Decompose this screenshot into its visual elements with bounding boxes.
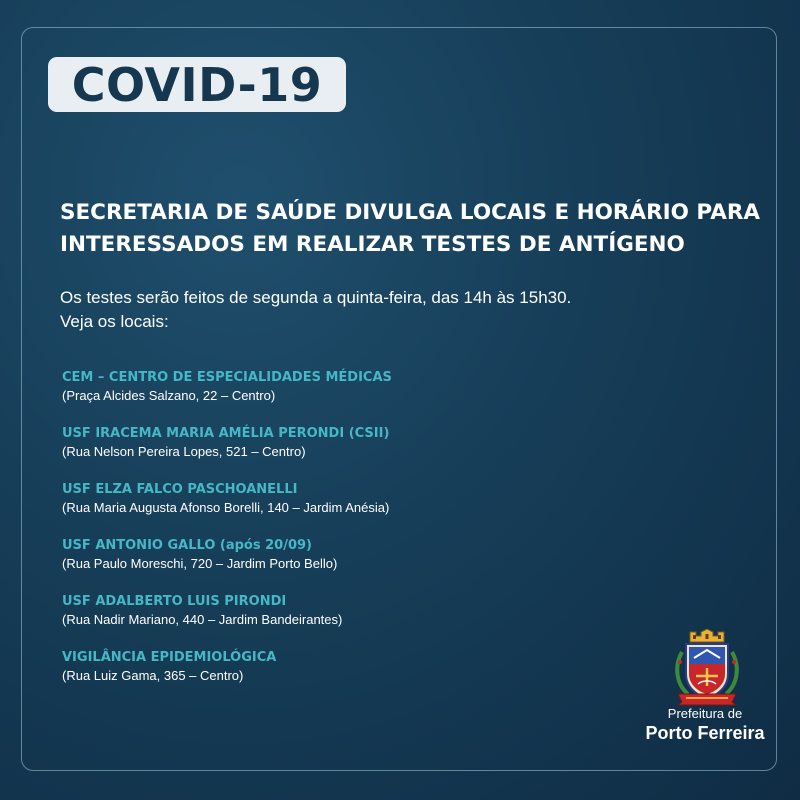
locations-list — [62, 369, 622, 705]
city-coat-of-arms-icon — [672, 628, 742, 706]
headline-line-1: SECRETARIA DE SAÚDE DIVULGA LOCAIS E HORÁRIO PARA — [60, 200, 761, 225]
org-line-1: Prefeitura de — [667, 706, 743, 721]
location-name: USF IRACEMA MARIA AMÉLIA PERONDI (CSII) — [62, 426, 390, 441]
location-item — [62, 649, 622, 705]
location-item — [62, 537, 622, 593]
location-name: USF ELZA FALCO PASCHOANELLI — [62, 482, 298, 497]
location-address: (Rua Nadir Mariano, 440 – Jardim Bandeirantes) — [62, 612, 343, 627]
location-address: (Rua Luiz Gama, 365 – Centro) — [62, 668, 244, 683]
location-item — [62, 593, 622, 649]
location-item — [62, 369, 622, 425]
intro-line-2: Veja os locais: — [60, 312, 169, 331]
location-name: USF ANTONIO GALLO (após 20/09) — [62, 538, 312, 553]
intro-text — [60, 286, 760, 334]
intro-line-1: Os testes serão feitos de segunda a quinta-feira, das 14h às 15h30. — [60, 288, 572, 307]
covid-badge — [48, 57, 346, 112]
location-item — [62, 425, 622, 481]
location-address: (Rua Maria Augusta Afonso Borelli, 140 – Jardim Anésia) — [62, 500, 390, 515]
location-address: (Praça Alcides Salzano, 22 – Centro) — [62, 388, 276, 403]
location-address: (Rua Nelson Pereira Lopes, 521 – Centro) — [62, 444, 306, 459]
badge-title: COVID-19 — [71, 57, 323, 112]
location-item — [62, 481, 622, 537]
headline — [60, 197, 780, 261]
prefeitura-logo-text — [620, 706, 790, 744]
location-address: (Rua Paulo Moreschi, 720 – Jardim Porto Bello) — [62, 556, 338, 571]
headline-line-2: INTERESSADOS EM REALIZAR TESTES DE ANTÍGENO — [60, 232, 685, 257]
location-name: USF ADALBERTO LUIS PIRONDI — [62, 594, 287, 609]
org-line-2: Porto Ferreira — [645, 723, 765, 743]
location-name: VIGILÂNCIA EPIDEMIOLÓGICA — [62, 650, 277, 665]
location-name: CEM – CENTRO DE ESPECIALIDADES MÉDICAS — [62, 370, 392, 385]
